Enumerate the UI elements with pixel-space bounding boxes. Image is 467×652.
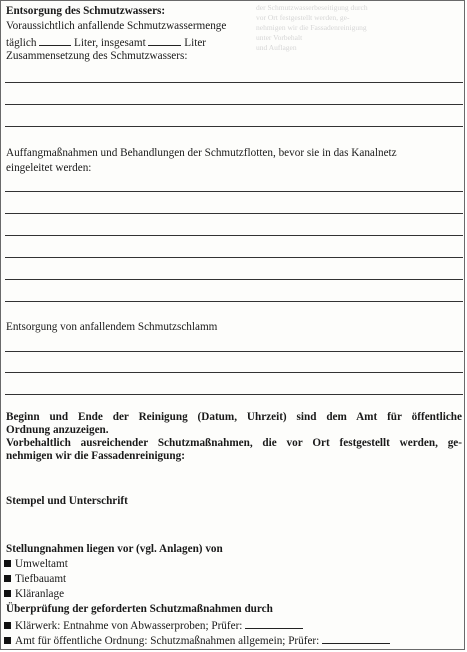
- collection-line-4[interactable]: [5, 257, 463, 258]
- klaerwerk-examiner-field[interactable]: [245, 618, 303, 629]
- disposal-heading: Entsorgung des Schmutzwassers:: [6, 5, 166, 17]
- checkbox-icon[interactable]: [4, 590, 11, 597]
- composition-line-2[interactable]: [5, 104, 463, 105]
- bleed-through-text: der Schmutzwasserbeseitigung durch vor Ort festgestellt werden, ge- nehmigen wir die Fassadenreinigung unter Vorbehalt und Auflagen: [256, 3, 368, 52]
- sludge-line-3[interactable]: [5, 394, 463, 395]
- sludge-label: Entsorgung von anfallendem Schmutzschlamm: [6, 321, 218, 333]
- collection-line-5[interactable]: [5, 279, 463, 280]
- composition-label: Zusammensetzung des Schmutzwassers:: [6, 50, 188, 62]
- collection-measures-label: Auffangmaßnahmen und Behandlungen der Schmutzflotten, bevor sie in das Kanalnetz: [6, 147, 397, 159]
- signature-label: Stempel und Unterschrift: [6, 495, 128, 507]
- statement-item-klaeranlage[interactable]: Kläranlage: [4, 588, 64, 601]
- expected-amount-label: Voraussichtlich anfallende Schmutzwassermenge: [6, 20, 227, 32]
- review-heading: Überprüfung der geforderten Schutzmaßnahmen durch: [6, 603, 273, 615]
- collection-line-3[interactable]: [5, 235, 463, 236]
- collection-measures-label-cont: eingeleitet werden:: [6, 162, 92, 174]
- composition-line-3[interactable]: [5, 126, 463, 127]
- daily-liters-field[interactable]: [39, 35, 71, 46]
- notice-paragraph: Beginn und Ende der Reinigung (Datum, Uhrzeit) sind dem Amt für öffentliche Ordnung anzuzeigen.: [6, 411, 462, 436]
- checkbox-icon[interactable]: [4, 575, 11, 582]
- review-item-klaerwerk[interactable]: Klärwerk: Entnahme von Abwasserproben; Prüfer:: [4, 618, 303, 633]
- collection-line-2[interactable]: [5, 213, 463, 214]
- ordnungsamt-examiner-field[interactable]: [322, 633, 390, 644]
- checkbox-icon[interactable]: [4, 637, 11, 644]
- daily-amount-row: täglich Liter, insgesamt Liter: [6, 37, 207, 49]
- collection-line-1[interactable]: [5, 191, 463, 192]
- collection-line-6[interactable]: [5, 301, 463, 302]
- statement-item-umweltamt[interactable]: Umweltamt: [4, 558, 68, 571]
- statement-item-tiefbauamt[interactable]: Tiefbauamt: [4, 573, 66, 586]
- checkbox-icon[interactable]: [4, 622, 11, 629]
- approval-paragraph: Vorbehaltlich ausreichender Schutzmaßnahmen, die vor Ort festgestellt werden, ge- nehmigen wir die Fassadenreinigung:: [6, 437, 462, 462]
- sludge-line-1[interactable]: [5, 351, 463, 352]
- total-liters-field[interactable]: [148, 35, 181, 46]
- review-item-ordnungsamt[interactable]: Amt für öffentliche Ordnung: Schutzmaßnahmen allgemein; Prüfer:: [4, 633, 390, 648]
- sludge-line-2[interactable]: [5, 372, 463, 373]
- composition-line-1[interactable]: [5, 82, 463, 83]
- checkbox-icon[interactable]: [4, 560, 11, 567]
- statements-heading: Stellungnahmen liegen vor (vgl. Anlagen) von: [6, 543, 223, 555]
